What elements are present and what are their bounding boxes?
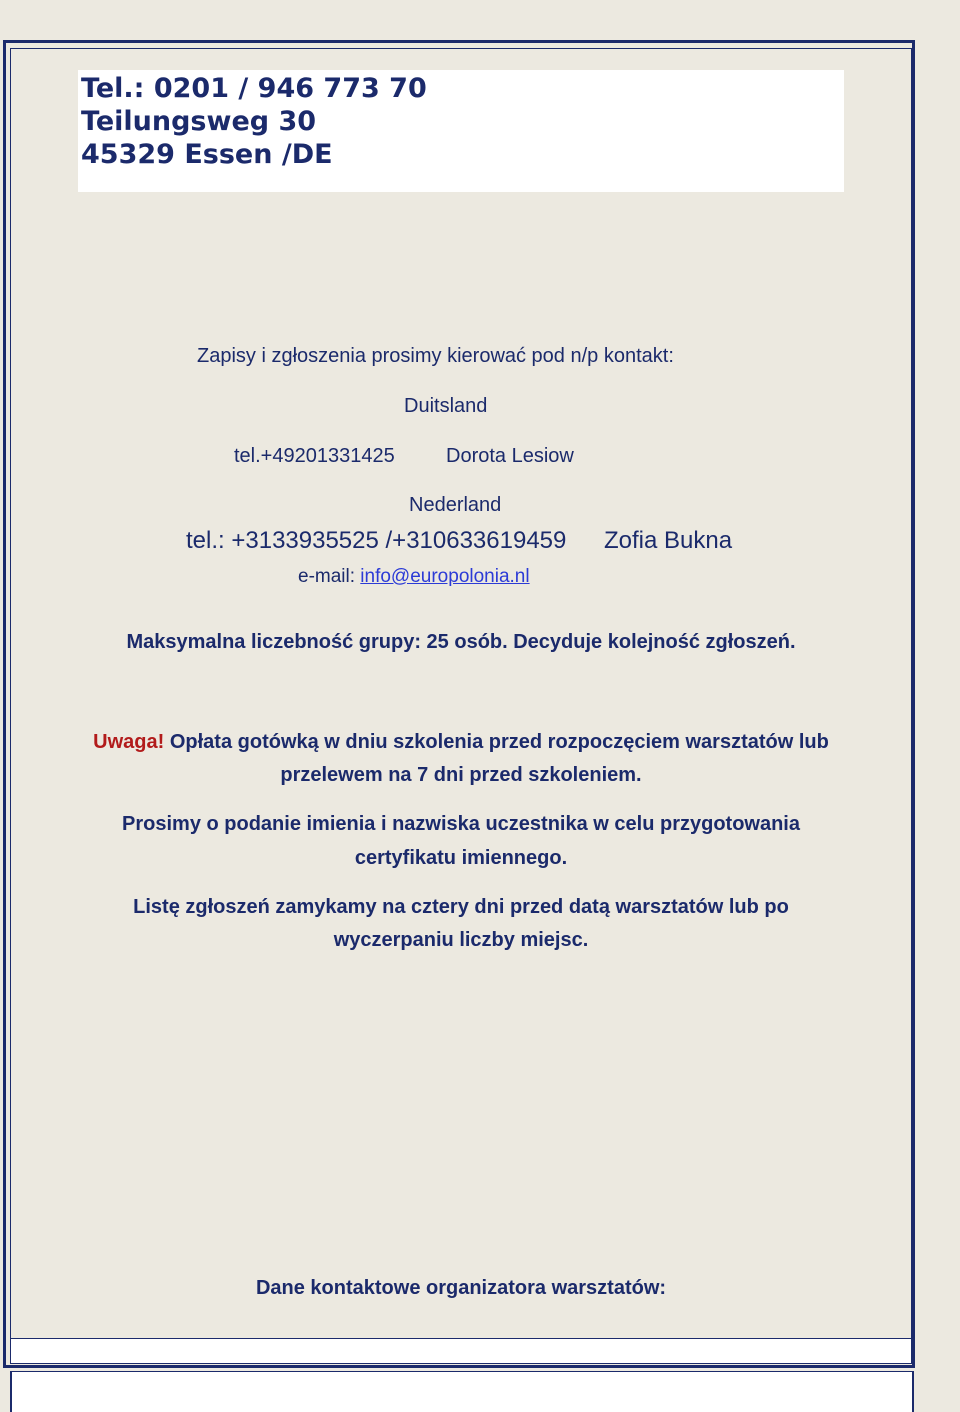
address-phone: Tel.: 0201 / 946 773 70: [81, 73, 427, 104]
name-note-line1: Prosimy o podanie imienia i nazwiska uczestnika w celu przygotowania: [122, 813, 800, 835]
payment-note-line2: przelewem na 7 dni przed szkoleniem.: [280, 764, 642, 786]
germany-phone: tel.+49201331425: [234, 445, 395, 467]
address-city: 45329 Essen /DE: [81, 139, 333, 170]
germany-country: Duitsland: [404, 395, 488, 417]
email-link[interactable]: info@europolonia.nl: [360, 566, 530, 587]
email-label: e-mail:: [298, 566, 361, 587]
email-row: [298, 566, 530, 588]
address-street: Teilungsweg 30: [81, 106, 317, 137]
netherlands-country: Nederland: [409, 494, 502, 516]
netherlands-phone: tel.: +3133935525 /+310633619459: [186, 527, 567, 554]
netherlands-contact-person: Zofia Bukna: [604, 527, 733, 554]
registration-intro: Zapisy i zgłoszenia prosimy kierować pod n/p kontakt:: [197, 345, 674, 367]
deadline-note-line2: wyczerpaniu liczby miejsc.: [333, 929, 589, 951]
germany-contact-person: Dorota Lesiow: [446, 445, 574, 467]
group-size-note: Maksymalna liczebność grupy: 25 osób. Decyduje kolejność zgłoszeń.: [126, 631, 796, 653]
next-page-edge: [10, 1371, 914, 1412]
deadline-note-line1: Listę zgłoszeń zamykamy na cztery dni przed datą warsztatów lub po: [133, 896, 789, 918]
payment-note-line1: [0, 731, 922, 754]
organizer-heading: Dane kontaktowe organizatora warsztatów:: [255, 1277, 667, 1299]
payment-text: Opłata gotówką w dniu szkolenia przed rozpoczęciem warsztatów lub: [164, 731, 829, 753]
warning-label: Uwaga!: [93, 731, 165, 753]
name-note-line2: certyfikatu imiennego.: [354, 847, 568, 869]
bottom-strip: [10, 1338, 912, 1364]
page-frame-inner: [10, 48, 912, 1363]
